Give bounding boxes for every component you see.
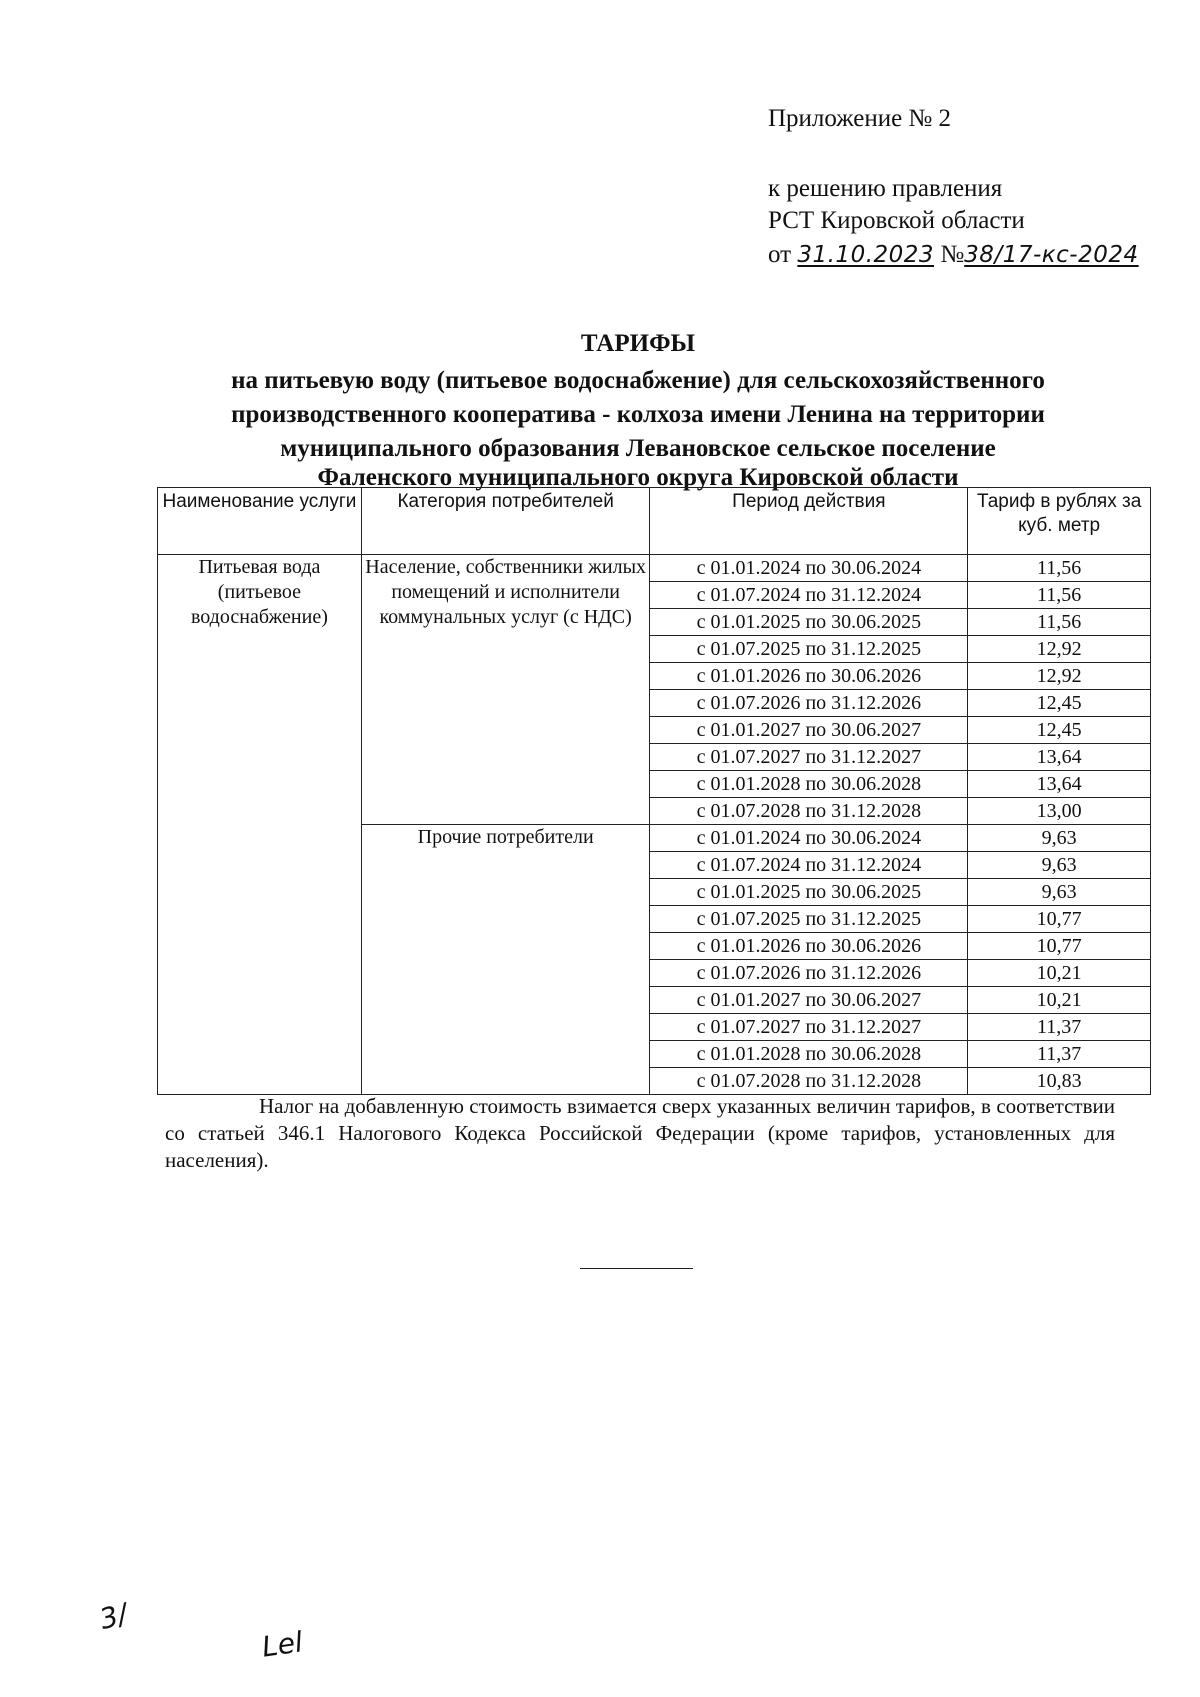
period-cell: с 01.07.2025 по 31.12.2025 [650,906,968,933]
tariff-cell: 10,77 [968,906,1151,933]
period-cell: с 01.07.2024 по 31.12.2024 [650,852,968,879]
title-line-4: Фаленского муниципального округа Кировской области [317,464,959,491]
period-cell: с 01.07.2026 по 31.12.2026 [650,690,968,717]
tariff-cell: 12,45 [968,690,1151,717]
authority-line: РСТ Кировской области [768,207,1025,234]
period-cell: с 01.07.2025 по 31.12.2025 [650,636,968,663]
initials-mark-1: 3/ [96,1597,132,1636]
period-cell: с 01.01.2027 по 30.06.2027 [650,717,968,744]
period-cell: с 01.01.2024 по 30.06.2024 [650,555,968,582]
period-cell: с 01.07.2027 по 31.12.2027 [650,1014,968,1041]
appendix-label: Приложение № 2 [768,105,952,132]
period-cell: с 01.07.2024 по 31.12.2024 [650,582,968,609]
decision-number: 38/17-кс-2024 [964,242,1139,268]
consumer-category-cell: Прочие потребители [361,825,650,1095]
tariff-cell: 11,56 [968,609,1151,636]
number-prefix: № [940,241,965,268]
period-cell: с 01.01.2024 по 30.06.2024 [650,825,968,852]
tariff-cell: 10,83 [968,1068,1151,1095]
tariff-cell: 12,45 [968,717,1151,744]
table-header-row [158,488,1151,555]
period-cell: с 01.01.2026 по 30.06.2026 [650,663,968,690]
tariff-cell: 13,64 [968,744,1151,771]
tariff-cell: 13,64 [968,771,1151,798]
tariff-table [157,487,1151,1095]
period-cell: с 01.01.2026 по 30.06.2026 [650,933,968,960]
document-title: ТАРИФЫ [580,330,696,357]
tariff-cell: 13,00 [968,798,1151,825]
table-body [158,555,1151,1095]
period-cell: с 01.01.2028 по 30.06.2028 [650,771,968,798]
period-cell: с 01.01.2028 по 30.06.2028 [650,1041,968,1068]
period-cell: с 01.07.2028 по 31.12.2028 [650,798,968,825]
service-name-cell: Питьевая вода (питьевое водоснабжение) [158,555,362,1095]
period-cell: с 01.07.2027 по 31.12.2027 [650,744,968,771]
end-divider [580,1268,693,1269]
date-number-line [768,239,1139,271]
tariff-cell: 9,63 [968,852,1151,879]
tariff-cell: 11,56 [968,582,1151,609]
title-line-1: на питьевую воду (питьевое водоснабжение) для сельскохозяйственного [231,367,1045,394]
tariff-cell: 12,92 [968,663,1151,690]
tariff-cell: 9,63 [968,825,1151,852]
column-header-period: Период действия [650,488,968,555]
period-cell: с 01.07.2026 по 31.12.2026 [650,960,968,987]
decision-date: 31.10.2023 [797,242,935,268]
period-cell: с 01.01.2025 по 30.06.2025 [650,609,968,636]
tariff-cell: 9,63 [968,879,1151,906]
tariff-cell: 11,37 [968,1014,1151,1041]
tariff-cell: 10,21 [968,960,1151,987]
column-header-service: Наименование услуги [158,488,362,555]
title-line-2: производственного кооператива - колхоза имени Ленина на территории [231,401,1045,428]
column-header-tariff: Тариф в рублях за куб. метр [968,488,1151,555]
decision-line: к решению правления [768,175,1003,202]
consumer-category-cell: Население, собственники жилых помещений и исполнители коммунальных услуг (с НДС) [361,555,650,825]
period-cell: с 01.01.2027 по 30.06.2027 [650,987,968,1014]
tariff-cell: 10,21 [968,987,1151,1014]
vat-note-text: Налог на добавленную стоимость взимается сверх указанных величин тарифов, в соответствии со статьей 346.1 Налогового Кодекса Российской Федерации (кроме тарифов, установленных для населения). [165,1094,1115,1172]
tariff-cell: 11,56 [968,555,1151,582]
tariff-cell: 11,37 [968,1041,1151,1068]
period-cell: с 01.07.2028 по 31.12.2028 [650,1068,968,1095]
table-row [158,555,1151,582]
column-header-category: Категория потребителей [361,488,650,555]
tariff-cell: 12,92 [968,636,1151,663]
initials-mark-2: Lel [259,1625,305,1664]
date-prefix: от [768,241,792,268]
period-cell: с 01.01.2025 по 30.06.2025 [650,879,968,906]
vat-note [165,1093,1115,1174]
tariff-cell: 10,77 [968,933,1151,960]
title-line-3: муниципального образования Левановское сельское поселение [280,435,996,462]
